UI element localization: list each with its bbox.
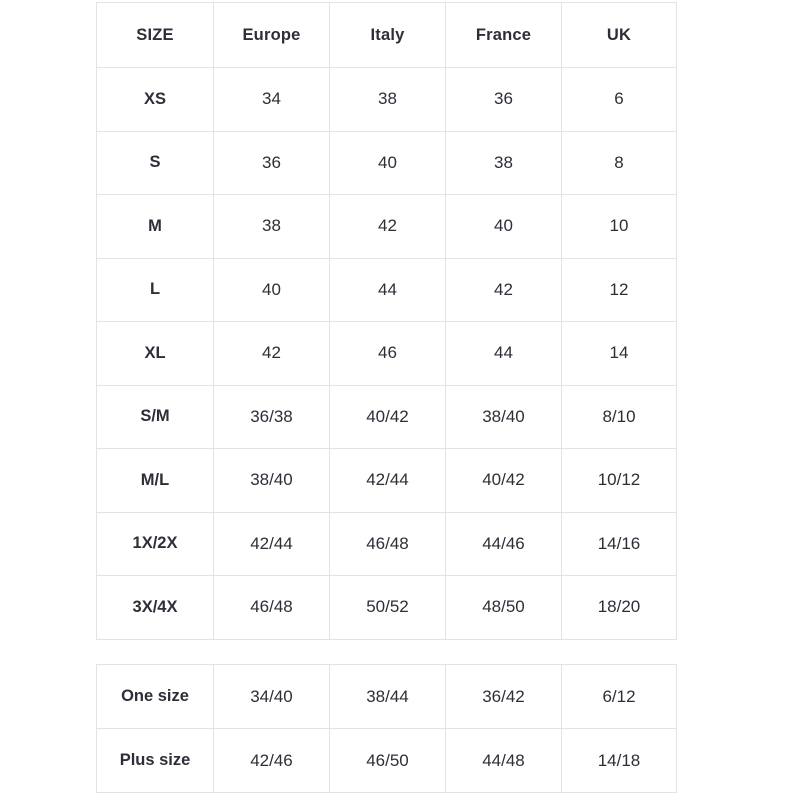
cell-france: 42 [446,258,562,322]
column-header-italy: Italy [330,3,446,68]
cell-size: M [97,195,214,259]
cell-uk: 8 [562,131,677,195]
table-row [97,258,677,322]
cell-italy: 50/52 [330,576,446,640]
cell-italy: 38/44 [330,665,446,729]
cell-europe: 38/40 [214,449,330,513]
cell-size: XS [97,68,214,132]
cell-italy: 44 [330,258,446,322]
cell-europe: 36/38 [214,385,330,449]
cell-size: XL [97,322,214,386]
cell-size: 1X/2X [97,512,214,576]
cell-uk: 8/10 [562,385,677,449]
cell-france: 38 [446,131,562,195]
cell-size: L [97,258,214,322]
cell-europe: 40 [214,258,330,322]
table-header [97,3,677,68]
cell-uk: 10/12 [562,449,677,513]
cell-size: S/M [97,385,214,449]
cell-size: Plus size [97,729,214,793]
cell-italy: 42/44 [330,449,446,513]
column-header-uk: UK [562,3,677,68]
column-header-size: SIZE [97,3,214,68]
cell-europe: 38 [214,195,330,259]
main-size-table [96,2,677,640]
table-row [97,322,677,386]
cell-france: 36 [446,68,562,132]
cell-europe: 42/46 [214,729,330,793]
table-body [97,665,677,793]
table-row [97,68,677,132]
secondary-size-table [96,664,677,793]
cell-france: 44 [446,322,562,386]
cell-france: 40 [446,195,562,259]
cell-italy: 46/50 [330,729,446,793]
table-row [97,512,677,576]
cell-europe: 34 [214,68,330,132]
table-row [97,665,677,729]
cell-italy: 38 [330,68,446,132]
cell-europe: 46/48 [214,576,330,640]
cell-uk: 18/20 [562,576,677,640]
table-body [97,68,677,640]
column-header-france: France [446,3,562,68]
cell-uk: 10 [562,195,677,259]
cell-uk: 6 [562,68,677,132]
cell-uk: 12 [562,258,677,322]
secondary-size-table-container [96,664,676,793]
cell-size: 3X/4X [97,576,214,640]
cell-europe: 42 [214,322,330,386]
cell-italy: 42 [330,195,446,259]
cell-italy: 40 [330,131,446,195]
cell-size: M/L [97,449,214,513]
cell-france: 48/50 [446,576,562,640]
table-row [97,449,677,513]
cell-uk: 14/18 [562,729,677,793]
cell-europe: 42/44 [214,512,330,576]
cell-france: 38/40 [446,385,562,449]
column-header-europe: Europe [214,3,330,68]
table-row [97,576,677,640]
cell-france: 44/46 [446,512,562,576]
cell-uk: 14/16 [562,512,677,576]
cell-italy: 46/48 [330,512,446,576]
cell-size: S [97,131,214,195]
table-row [97,131,677,195]
table-row [97,195,677,259]
table-row [97,385,677,449]
cell-france: 36/42 [446,665,562,729]
table-header-row [97,3,677,68]
cell-france: 40/42 [446,449,562,513]
cell-size: One size [97,665,214,729]
cell-uk: 6/12 [562,665,677,729]
cell-uk: 14 [562,322,677,386]
main-size-table-container [96,2,676,640]
table-row [97,729,677,793]
cell-europe: 36 [214,131,330,195]
cell-europe: 34/40 [214,665,330,729]
cell-italy: 46 [330,322,446,386]
cell-france: 44/48 [446,729,562,793]
cell-italy: 40/42 [330,385,446,449]
